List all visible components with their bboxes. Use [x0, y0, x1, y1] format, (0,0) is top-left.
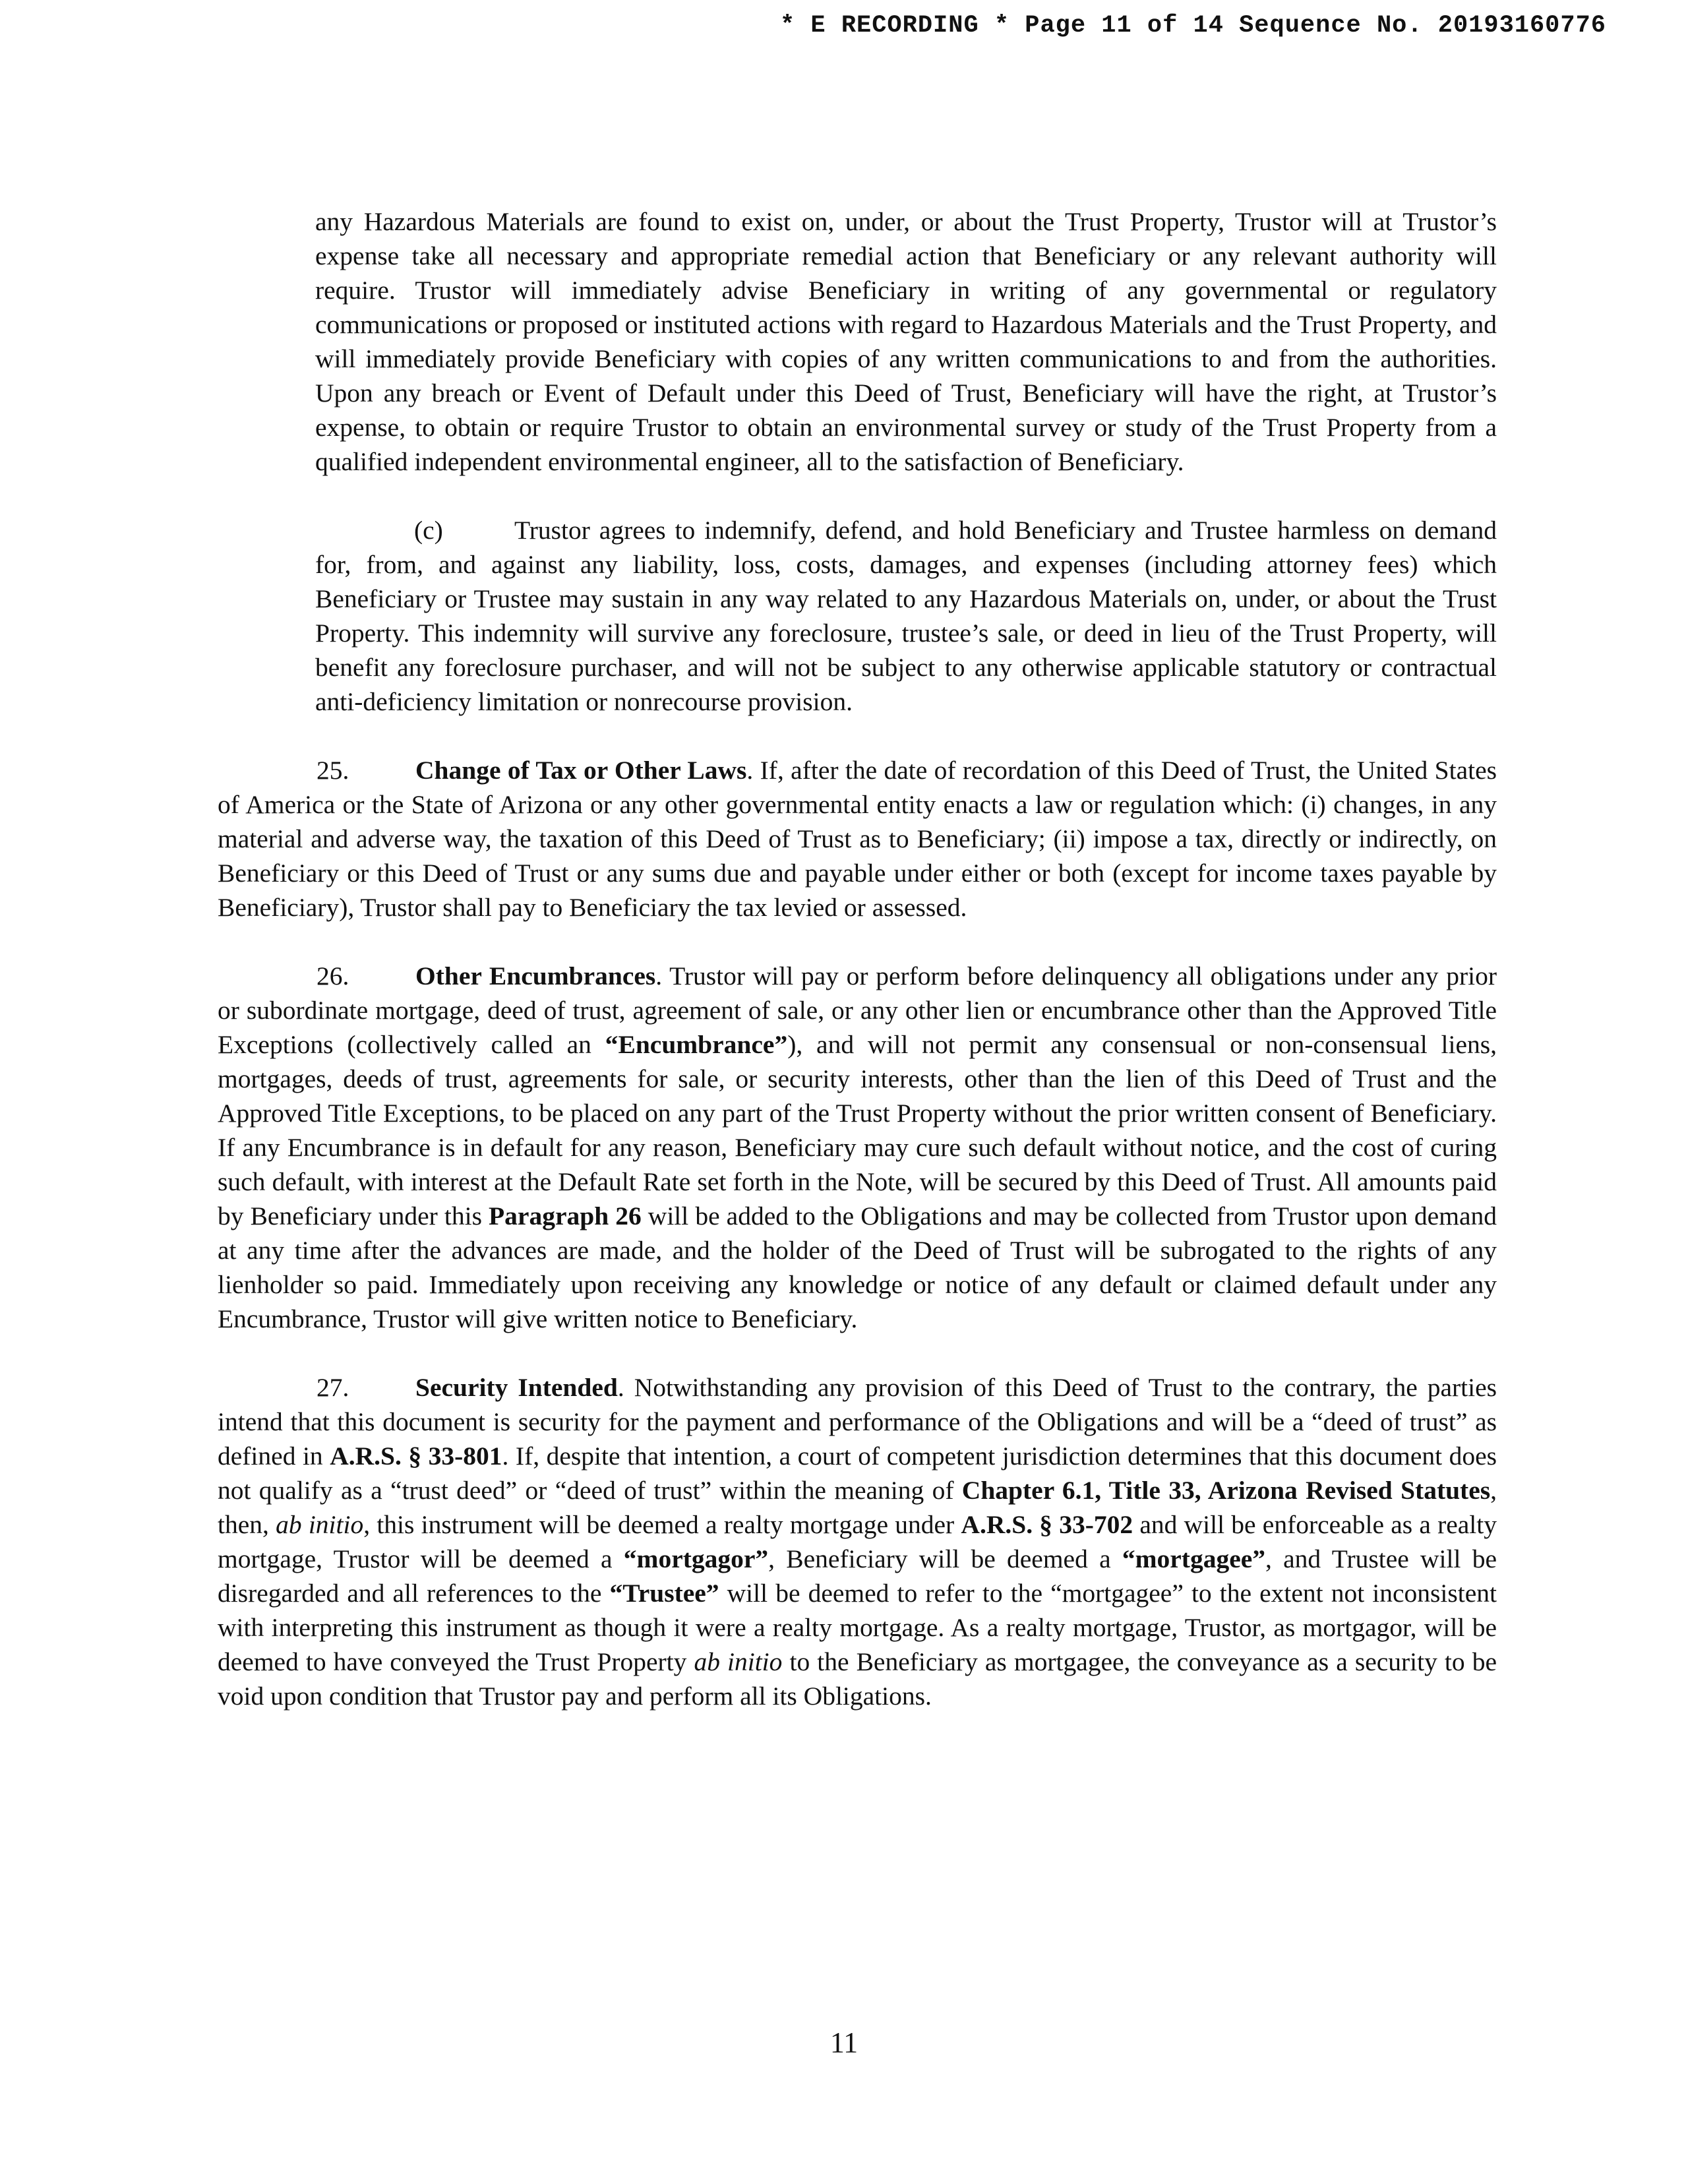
paragraph-c	[315, 513, 1497, 719]
paragraph-number: 25.	[316, 756, 349, 785]
subparagraph-text: Trustor agrees to indemnify, defend, and hold Beneficiary and Trustee harmless on demand for, from, and against any liability, loss, costs, damages, and expenses (including attorney fees) which Beneficiary or Trustee may sustain in any way related to any Hazardous Materials on, under, or about the Trust Property. This indemnity will survive any foreclosure, trustee’s sale, or deed in lieu of the Trust Property, will benefit any foreclosure purchaser, and will not be subject to any otherwise applicable statutory or contractual anti-deficiency limitation or nonrecourse provision.	[315, 516, 1497, 716]
paragraph-text: will be added to the Obligations and may be collected from Trustor upon demand at any time after the advances are made, and the holder of the Deed of Trust will be subrogated to the rights of any lienholder so paid. Immediately upon receiving any knowledge or notice of any default or claimed default under any Encumbrance, Trustor will give written notice to Beneficiary.	[218, 1201, 1497, 1333]
paragraph-heading: Security Intended	[415, 1373, 618, 1402]
paragraph-25	[218, 753, 1497, 925]
document-body	[218, 204, 1497, 1713]
paragraph-heading: Other Encumbrances	[415, 961, 656, 990]
paragraph-text: , this instrument will be deemed a realty mortgage under	[363, 1510, 961, 1539]
paragraph-continued: any Hazardous Materials are found to exist on, under, or about the Trust Property, Trustor will at Trustor’s expense take all necessary and appropriate remedial action that Beneficiary or any relevant authority will require. Trustor will immediately advise Beneficiary in writing of any governmental or regulatory communications or proposed or instituted actions with regard to Hazardous Materials and the Trust Property, and will immediately provide Beneficiary with copies of any written communications to and from the authorities. Upon any breach or Event of Default under this Deed of Trust, Beneficiary will have the right, at Trustor’s expense, to obtain or require Trustor to obtain an environmental survey or study of the Trust Property from a qualified independent environmental engineer, all to the satisfaction of Beneficiary.	[315, 207, 1497, 476]
page-number: 11	[829, 2026, 859, 2059]
statute-reference: A.R.S. § 33-801	[330, 1441, 502, 1471]
paragraph-text: . If, after the date of recordation of this Deed of Trust, the United States of America or the State of Arizona or any other governmental entity enacts a law or regulation which: (i) changes, in any material and adverse way, the taxation of this Deed of Trust as to Beneficiary; (ii) impose a tax, directly or indirectly, on Beneficiary or this Deed of Trust or any sums due and payable under either or both (except for income taxes payable by Beneficiary), Trustor shall pay to Beneficiary the tax levied or assessed.	[218, 756, 1497, 922]
paragraph-gap	[218, 1336, 1497, 1370]
paragraph-text: , and Trustee will be disregarded and all references to the	[218, 1544, 1497, 1608]
latin-phrase: ab initio	[276, 1510, 364, 1539]
paragraph-text: to the Beneficiary as mortgagee, the conveyance as a security to be void upon condition that Trustor pay and perform all its Obligations.	[218, 1647, 1497, 1711]
defined-term: “Encumbrance”	[605, 1030, 788, 1059]
paragraph-text: . Trustor will pay or perform before delinquency all obligations under any prior or subordinate mortgage, deed of trust, agreement of sale, or any other lien or encumbrance other than the Approved Title Exceptions (collectively called an	[218, 961, 1497, 1059]
defined-term: “mortgagor”	[623, 1544, 769, 1573]
defined-term: “Trustee”	[609, 1579, 719, 1608]
paragraph-text: ), and will not permit any consensual or non-consensual liens, mortgages, deeds of trust, agreements for sale, or security interests, other than the lien of this Deed of Trust and the Approved Title Exceptions, to be placed on any part of the Trust Property without the prior written consent of Beneficiary. If any Encumbrance is in default for any reason, Beneficiary may cure such default without notice, and the cost of curing such default, with interest at the Default Rate set forth in the Note, will be secured by this Deed of Trust. All amounts paid by Beneficiary under this	[218, 1030, 1497, 1230]
paragraph-heading: Change of Tax or Other Laws	[415, 756, 747, 785]
recording-header: * E RECORDING * Page 11 of 14 Sequence No. 20193160776	[780, 12, 1606, 40]
latin-phrase: ab initio	[694, 1647, 783, 1676]
paragraph-text: , Beneficiary will be deemed a	[768, 1544, 1122, 1573]
paragraph-gap	[218, 479, 1497, 513]
paragraph-26	[218, 959, 1497, 1336]
paragraph-number: 26.	[316, 961, 349, 990]
paragraph-gap	[218, 719, 1497, 753]
paragraph-number: 27.	[316, 1373, 349, 1402]
statute-reference: Chapter 6.1, Title 33, Arizona Revised Statutes	[961, 1476, 1491, 1505]
statute-reference: A.R.S. § 33-702	[961, 1510, 1133, 1539]
paragraph-text: . If, despite that intention, a court of competent jurisdiction determines that this document does not qualify as a “trust deed” or “deed of trust” within the meaning of	[218, 1441, 1497, 1505]
paragraph-27	[218, 1370, 1497, 1713]
paragraph-reference: Paragraph 26	[489, 1201, 642, 1230]
paragraph-text: . Notwithstanding any provision of this Deed of Trust to the contrary, the parties intend that this document is security for the payment and performance of the Obligations and will be a “deed of trust” as defined in	[218, 1373, 1497, 1471]
subparagraph-label: (c)	[414, 516, 443, 545]
paragraph-text: will be deemed to refer to the “mortgagee” to the extent not inconsistent with interpreting this instrument as though it were a realty mortgage. As a realty mortgage, Trustor, as mortgagor, will be deemed to have conveyed the Trust Property	[218, 1579, 1497, 1676]
paragraph-text: , then,	[218, 1476, 1497, 1539]
defined-term: “mortgagee”	[1122, 1544, 1266, 1573]
paragraph-gap	[218, 925, 1497, 959]
paragraph-text: and will be enforceable as a realty mortgage, Trustor will be deemed a	[218, 1510, 1497, 1573]
